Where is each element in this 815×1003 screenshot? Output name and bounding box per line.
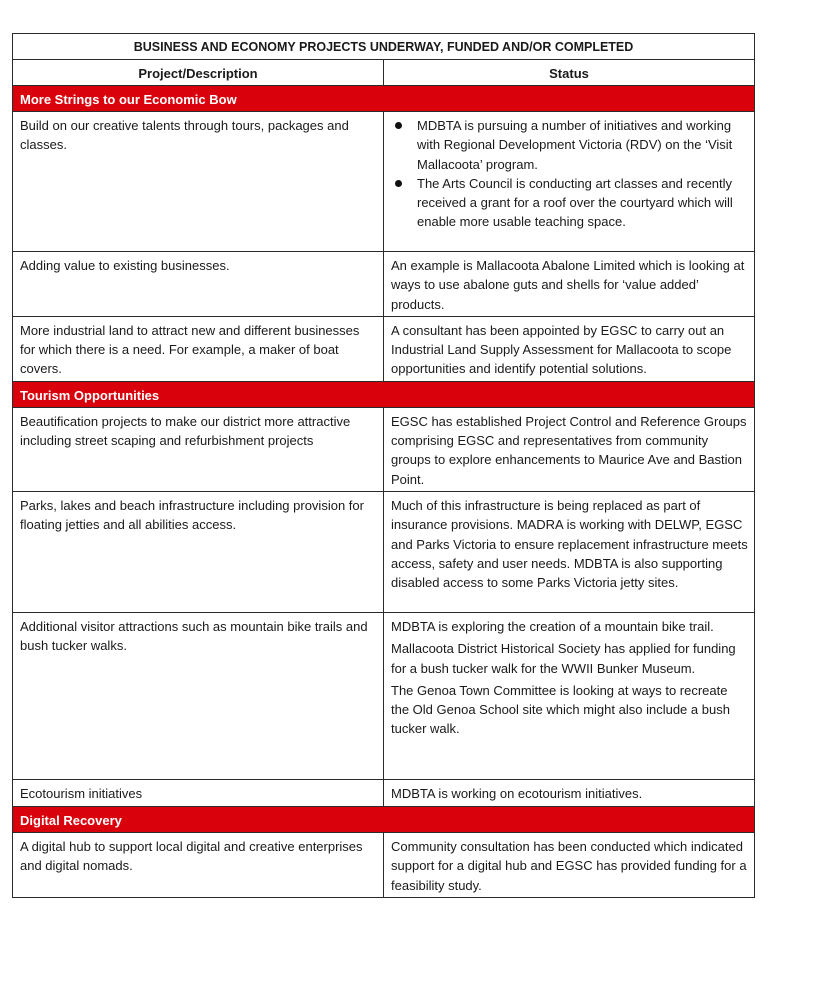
section-header-row — [13, 86, 755, 112]
status-cell — [384, 112, 755, 252]
project-description: Ecotourism initiatives — [13, 779, 384, 806]
project-description: Build on our creative talents through tours, packages and classes. — [13, 112, 384, 252]
status-text: A consultant has been appointed by EGSC to carry out an Industrial Land Supply Assessment for Mallacoota to scope opportunities and identify potential solutions. — [384, 316, 755, 381]
table-row — [13, 112, 755, 252]
status-text: Much of this infrastructure is being replaced as part of insurance provisions. MADRA is working with DELWP, EGSC and Parks Victoria to ensure replacement infrastructure meets access, safety and user needs. MDBTA is also supporting disabled access to some Parks Victoria jetty sites. — [384, 491, 755, 612]
status-text: An example is Mallacoota Abalone Limited which is looking at ways to use abalone guts and shells for ‘value added’ products. — [384, 252, 755, 317]
section-header-row — [13, 806, 755, 832]
table-row — [13, 779, 755, 806]
section-title: More Strings to our Economic Bow — [13, 86, 755, 112]
section-title: Tourism Opportunities — [13, 381, 755, 407]
column-header-status: Status — [384, 60, 755, 86]
project-description: Additional visitor attractions such as mountain bike trails and bush tucker walks. — [13, 612, 384, 779]
column-header-row — [13, 60, 755, 86]
table-row — [13, 407, 755, 491]
table-row — [13, 316, 755, 381]
table-title-row — [13, 34, 755, 60]
project-description: A digital hub to support local digital and creative enterprises and digital nomads. — [13, 832, 384, 897]
projects-table — [12, 33, 755, 898]
table-row — [13, 612, 755, 779]
table-row — [13, 252, 755, 317]
status-cell — [384, 612, 755, 779]
section-header-row — [13, 381, 755, 407]
table-title: BUSINESS AND ECONOMY PROJECTS UNDERWAY, FUNDED AND/OR COMPLETED — [13, 34, 755, 60]
status-paragraph: Mallacoota District Historical Society has applied for funding for a bush tucker walk for the WWII Bunker Museum. — [391, 641, 736, 676]
status-bullet-list — [391, 116, 748, 232]
status-text: Community consultation has been conducted which indicated support for a digital hub and EGSC has provided funding for a feasibility study. — [384, 832, 755, 897]
table-row — [13, 491, 755, 612]
project-description: More industrial land to attract new and different businesses for which there is a need. For example, a maker of boat covers. — [13, 316, 384, 381]
project-description: Parks, lakes and beach infrastructure including provision for floating jetties and all abilities access. — [13, 491, 384, 612]
table-row — [13, 832, 755, 897]
status-text: EGSC has established Project Control and Reference Groups comprising EGSC and representatives from community groups to explore enhancements to Maurice Ave and Bastion Point. — [384, 407, 755, 491]
status-bullet: MDBTA is pursuing a number of initiatives and working with Regional Development Victoria (RDV) on the ‘Visit Mallacoota’ program. — [417, 116, 748, 174]
column-header-project: Project/Description — [13, 60, 384, 86]
status-text: MDBTA is working on ecotourism initiatives. — [384, 779, 755, 806]
status-paragraph: The Genoa Town Committee is looking at ways to recreate the Old Genoa School site which might also include a bush tucker walk. — [391, 682, 730, 737]
project-description: Adding value to existing businesses. — [13, 252, 384, 317]
status-bullet: The Arts Council is conducting art classes and recently received a grant for a roof over the courtyard which will enable more usable teaching space. — [417, 174, 748, 232]
section-title: Digital Recovery — [13, 806, 755, 832]
project-description: Beautification projects to make our district more attractive including street scaping and refurbishment projects — [13, 407, 384, 491]
status-paragraph: MDBTA is exploring the creation of a mountain bike trail. — [391, 618, 714, 634]
